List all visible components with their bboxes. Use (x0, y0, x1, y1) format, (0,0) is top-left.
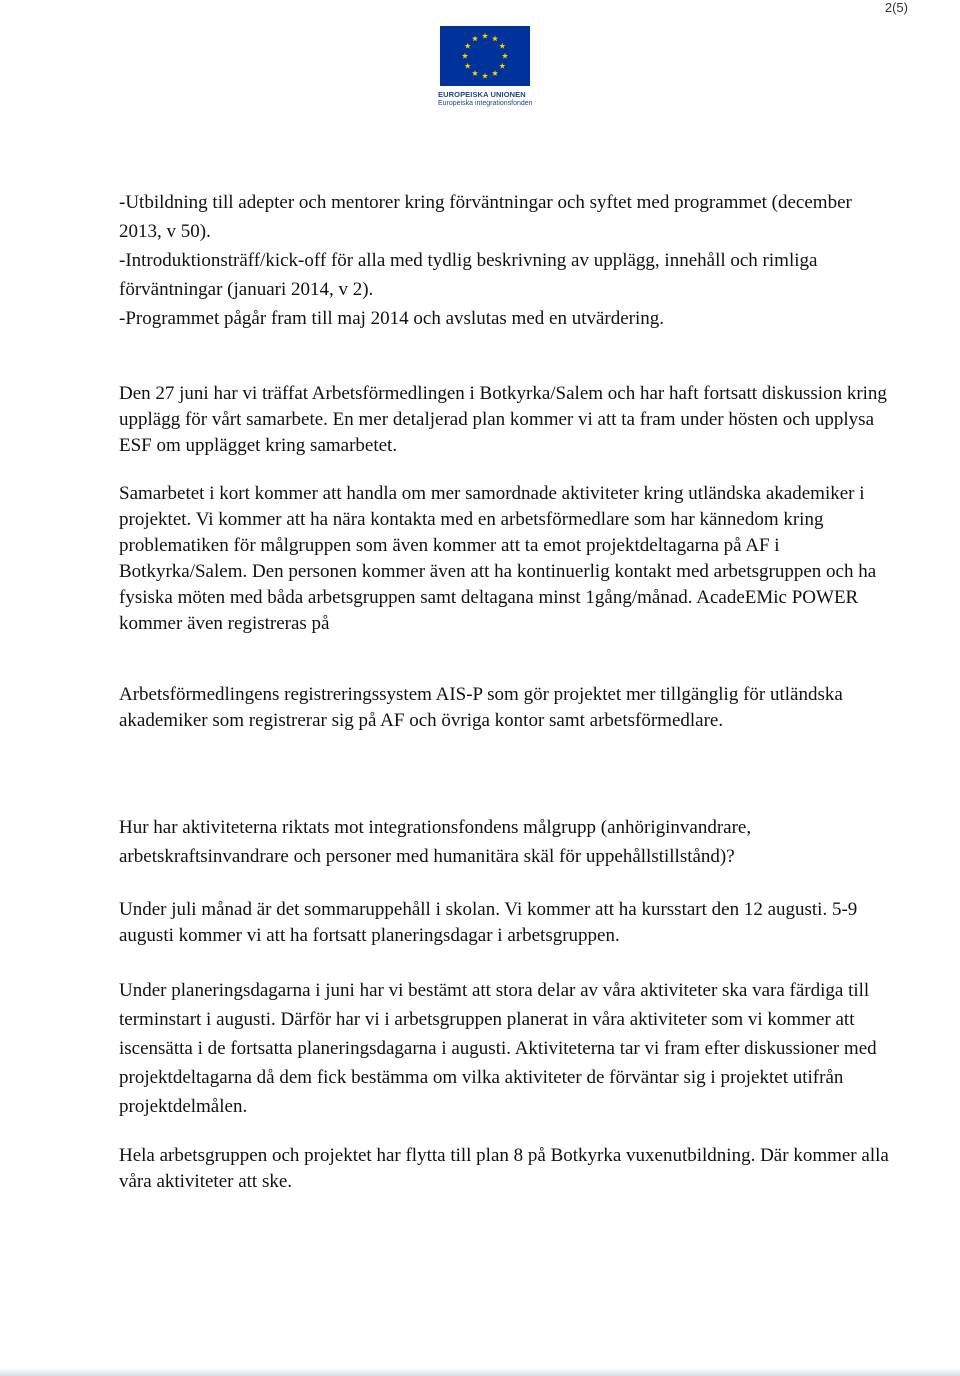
paragraph-planning: Under planeringsdagarna i juni har vi bestämt att stora delar av våra aktiviteter ska vara färdiga till terminstart i augusti. Därför har vi i arbetsgruppen planerat in våra aktiviteter som vi kommer att iscensätta i de fortsatta planeringsdagarna i augusti. Aktiviteterna tar vi fram efter diskussioner med projektdeltagarna då dem fick bestämma om vilka aktiviteter de förväntar sig i projektet utifrån projektdelmålen. (119, 980, 877, 1117)
eu-logo (437, 24, 533, 108)
bullet-item: -Introduktionsträff/kick-off för alla med tydlig beskrivning av upplägg, innehåll och rimliga förväntningar (januari 2014, v 2). (119, 250, 818, 300)
section-question: Hur har aktiviteterna riktats mot integrationsfondens målgrupp (anhöriginvandrare, arbetskraftsinvandrare och personer med humanitära skäl för uppehållstillstånd)? (119, 817, 752, 867)
bullet-item: -Utbildning till adepter och mentorer kring förväntningar och syftet med programmet (december 2013, v 50). (119, 192, 852, 242)
paragraph-meeting (119, 381, 899, 459)
footer-bar (0, 1368, 960, 1376)
paragraph-cooperation-part4: AcadeEMic POWER kommer även registreras på (119, 587, 859, 634)
paragraph-cooperation-part3: Den personen kommer även att ha kontinuerlig kontakt med arbetsgruppen och ha fysiska möten med båda arbetsgruppen samt deltagana minst 1gång/månad. (119, 561, 877, 608)
paragraph-summer: Under juli månad är det sommaruppehåll i skolan. Vi kommer att ha kursstart den 12 augusti. 5-9 augusti kommer vi att ha fortsatt planeringsdagar i arbetsgruppen. (119, 899, 858, 946)
paragraph-meeting-part2: En mer detaljerad plan kommer vi att ta fram under hösten och upplysa ESF om upplägget kring samarbetet. (119, 409, 874, 456)
paragraph-cooperation-part2: Vi kommer att ha nära kontakta med en arbetsförmedlare som har kännedom kring problematiken för målgruppen som även kommer att ta emot projektdeltagarna på AF i Botkyrka/Salem. (119, 509, 824, 582)
eu-logo-fund: Europeiska integrationsfonden (438, 100, 533, 107)
eu-flag-icon (440, 26, 530, 86)
eu-logo-name: EUROPEISKA UNIONEN (438, 90, 526, 99)
bullet-list (119, 188, 899, 333)
paragraph-cooperation (119, 481, 899, 637)
paragraph-cooperation-part1: Samarbetet i kort kommer att handla om mer samordnade aktiviteter kring utländska akademiker i projektet. (119, 483, 865, 530)
paragraph-registration: Arbetsförmedlingens registreringssystem AIS-P som gör projektet mer tillgänglig för utländska akademiker som registrerar sig på AF och övriga kontor samt arbetsförmedlare. (119, 684, 843, 731)
page-number: 2(5) (884, 0, 908, 15)
paragraph-meeting-part1: Den 27 juni har vi träffat Arbetsförmedlingen i Botkyrka/Salem och har haft fortsatt diskussion kring upplägg för vårt samarbete. (119, 383, 887, 430)
paragraph-move: Hela arbetsgruppen och projektet har flytta till plan 8 på Botkyrka vuxenutbildning. Där kommer alla våra aktiviteter att ske. (119, 1145, 889, 1192)
bullet-item: -Programmet pågår fram till maj 2014 och avslutas med en utvärdering. (119, 308, 665, 329)
